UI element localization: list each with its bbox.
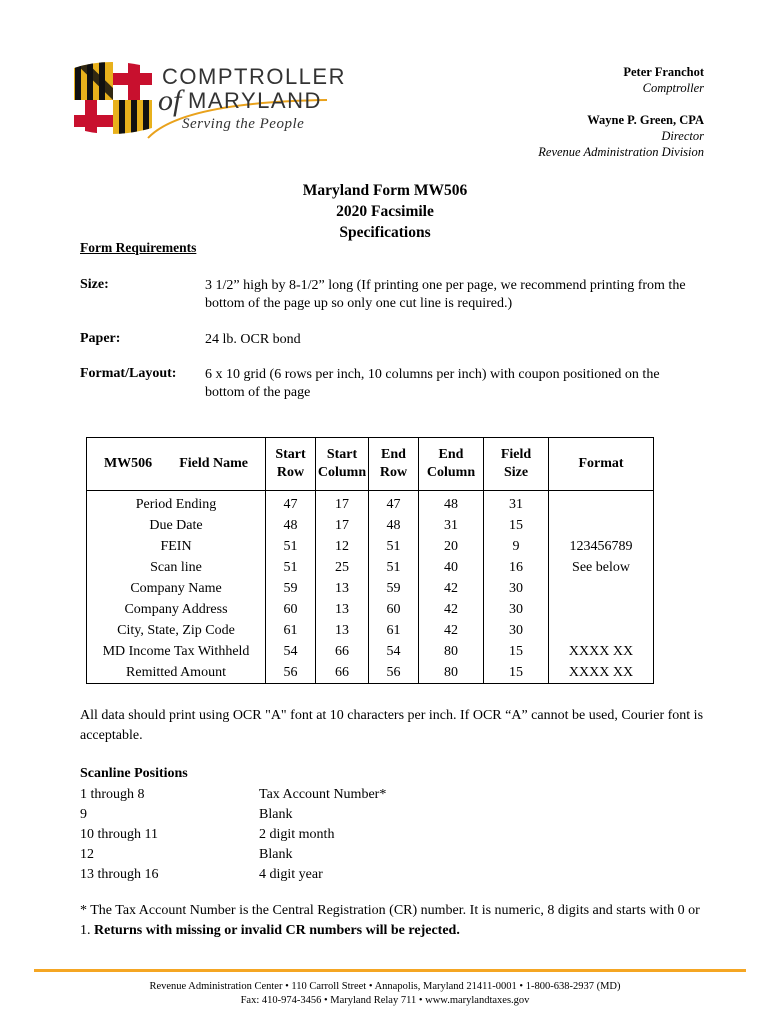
table-cell: 61 [283, 623, 298, 638]
table-cell: 13 [335, 623, 349, 638]
list-item: 13 through 16 [80, 867, 159, 882]
col-end-row [369, 491, 419, 684]
table-cell: 48 [386, 518, 401, 533]
table-cell: FEIN [160, 539, 192, 554]
table-cell: 13 [335, 602, 349, 617]
table-cell: 51 [283, 560, 298, 575]
logo-line2: MARYLAND [188, 88, 322, 113]
table-cell: 30 [509, 581, 523, 596]
footnote-text: * The Tax Account Number is the Central Registration (CR) number. It is numeric, 8 digits and starts with 0 or 1. [80, 903, 700, 938]
table-cell: 59 [283, 581, 298, 596]
header-end-row: End Row [369, 438, 419, 491]
table-cell: 54 [283, 644, 298, 659]
header-field-label: Field Name [179, 456, 249, 471]
table-cell: 42 [444, 623, 458, 638]
table-cell: 40 [444, 560, 458, 575]
comptroller-title: Comptroller [642, 81, 704, 95]
table-cell: See below [572, 560, 630, 575]
header-form-label: MW506 [103, 456, 153, 471]
list-item: 12 [80, 847, 94, 862]
table-header-row [87, 438, 654, 491]
list-item: Blank [259, 847, 293, 862]
table-cell: 48 [444, 497, 458, 512]
table-cell: 56 [283, 665, 298, 680]
footnote-warning: Returns with missing or invalid CR numbers will be rejected. [94, 923, 460, 938]
table-cell: 47 [283, 497, 298, 512]
header-field-size: Field Size [484, 438, 549, 491]
list-item: 4 digit year [259, 867, 323, 882]
header-format: Format [549, 438, 654, 491]
table-cell: 17 [335, 497, 349, 512]
director-title: Director [661, 129, 704, 143]
col-field-name [87, 491, 266, 684]
table-cell: Company Name [130, 581, 222, 596]
table-cell: 9 [512, 539, 520, 554]
format-label: Format/Layout: [80, 366, 177, 381]
form-requirements-heading: Form Requirements [80, 240, 197, 255]
table-cell: XXXX XX [568, 665, 634, 680]
division-title: Revenue Administration Division [538, 145, 704, 159]
cr-number-footnote [80, 901, 700, 941]
table-cell: 15 [509, 518, 523, 533]
list-item: 2 digit month [259, 827, 335, 842]
table-cell: 17 [335, 518, 349, 533]
footer-address: Revenue Administration Center • 110 Carroll Street • Annapolis, Maryland 21411-0001 • 1-800-638-2937 (MD) [149, 981, 621, 992]
table-cell: 13 [335, 581, 349, 596]
page-footer [0, 980, 770, 1008]
table-cell: Period Ending [135, 497, 217, 512]
table-cell: 51 [283, 539, 298, 554]
col-format [549, 491, 654, 684]
table-cell: 51 [386, 539, 401, 554]
size-label: Size: [80, 277, 109, 292]
table-cell: 123456789 [569, 539, 633, 554]
table-cell: 12 [335, 539, 349, 554]
table-cell: 54 [386, 644, 401, 659]
table-cell: 31 [444, 518, 458, 533]
table-cell: 59 [386, 581, 401, 596]
table-cell: 16 [509, 560, 523, 575]
field-spec-table [86, 437, 654, 684]
table-cell: XXXX XX [568, 644, 634, 659]
table-cell: MD Income Tax Withheld [102, 644, 250, 659]
logo-line1: COMPTROLLER [162, 64, 346, 89]
table-cell: 48 [283, 518, 298, 533]
table-cell: 30 [509, 602, 523, 617]
table-cell: Remitted Amount [126, 665, 226, 680]
director-name: Wayne P. Green, CPA [587, 113, 704, 127]
list-item: Tax Account Number* [259, 787, 387, 802]
col-start-row [266, 491, 316, 684]
table-cell: 56 [386, 665, 401, 680]
table-cell: 66 [335, 644, 349, 659]
header-end-column: End Column [419, 438, 484, 491]
header-start-row: Start Row [266, 438, 316, 491]
header-start-column: Start Column [316, 438, 369, 491]
paper-value: 24 lb. OCR bond [205, 332, 301, 347]
table-cell: 60 [386, 602, 401, 617]
table-cell: 47 [386, 497, 401, 512]
table-cell: 60 [283, 602, 298, 617]
table-cell [549, 620, 653, 641]
table-cell: 66 [335, 665, 349, 680]
table-cell: 25 [335, 560, 349, 575]
scanline-heading: Scanline Positions [80, 766, 188, 781]
title-line2: 2020 Facsimile [336, 203, 434, 220]
logo-tagline: Serving the People [182, 116, 305, 132]
table-cell: 15 [509, 644, 523, 659]
title-line1: Maryland Form MW506 [302, 182, 468, 199]
table-cell: 15 [509, 665, 523, 680]
table-cell: 20 [444, 539, 458, 554]
table-cell [549, 599, 653, 620]
footer-divider [34, 969, 746, 972]
format-value: 6 x 10 grid (6 rows per inch, 10 columns per inch) with coupon positioned on the bottom of the page [205, 367, 660, 400]
comptroller-name: Peter Franchot [623, 65, 704, 79]
table-cell: 51 [386, 560, 401, 575]
scanline-descriptions [259, 785, 386, 885]
table-cell: Due Date [149, 518, 203, 533]
table-cell: Scan line [150, 560, 202, 575]
table-body-row [87, 491, 654, 684]
scanline-positions [80, 785, 159, 885]
list-item: Blank [259, 807, 293, 822]
table-cell: Company Address [124, 602, 228, 617]
col-start-column [316, 491, 369, 684]
officials-header [538, 64, 704, 160]
table-cell: 42 [444, 581, 458, 596]
comptroller-logo [70, 58, 346, 142]
col-end-column [419, 491, 484, 684]
table-cell: City, State, Zip Code [117, 623, 235, 638]
ocr-font-note: All data should print using OCR "A" font at 10 characters per inch. If OCR “A” cannot be used, Courier font is acceptable. [80, 708, 704, 743]
list-item: 9 [80, 807, 87, 822]
table-cell: 42 [444, 602, 458, 617]
col-field-size [484, 491, 549, 684]
table-cell [549, 494, 653, 515]
paper-label: Paper: [80, 331, 121, 346]
table-cell: 30 [509, 623, 523, 638]
table-cell: 80 [444, 665, 458, 680]
title-line3: Specifications [339, 224, 431, 241]
table-cell: 31 [509, 497, 523, 512]
table-cell [549, 515, 653, 536]
header-field-name [87, 438, 266, 491]
footer-contact: Fax: 410-974-3456 • Maryland Relay 711 • www.marylandtaxes.gov [240, 995, 530, 1006]
page-title [0, 180, 770, 243]
size-value: 3 1/2” high by 8-1/2” long (If printing one per page, we recommend printing from the bottom of the page up so only one cut line is required.) [205, 278, 686, 311]
table-cell [549, 578, 653, 599]
table-cell: 61 [386, 623, 401, 638]
list-item: 10 through 11 [80, 827, 159, 842]
logo-of: of [158, 84, 182, 117]
list-item: 1 through 8 [80, 787, 145, 802]
table-cell: 80 [444, 644, 458, 659]
